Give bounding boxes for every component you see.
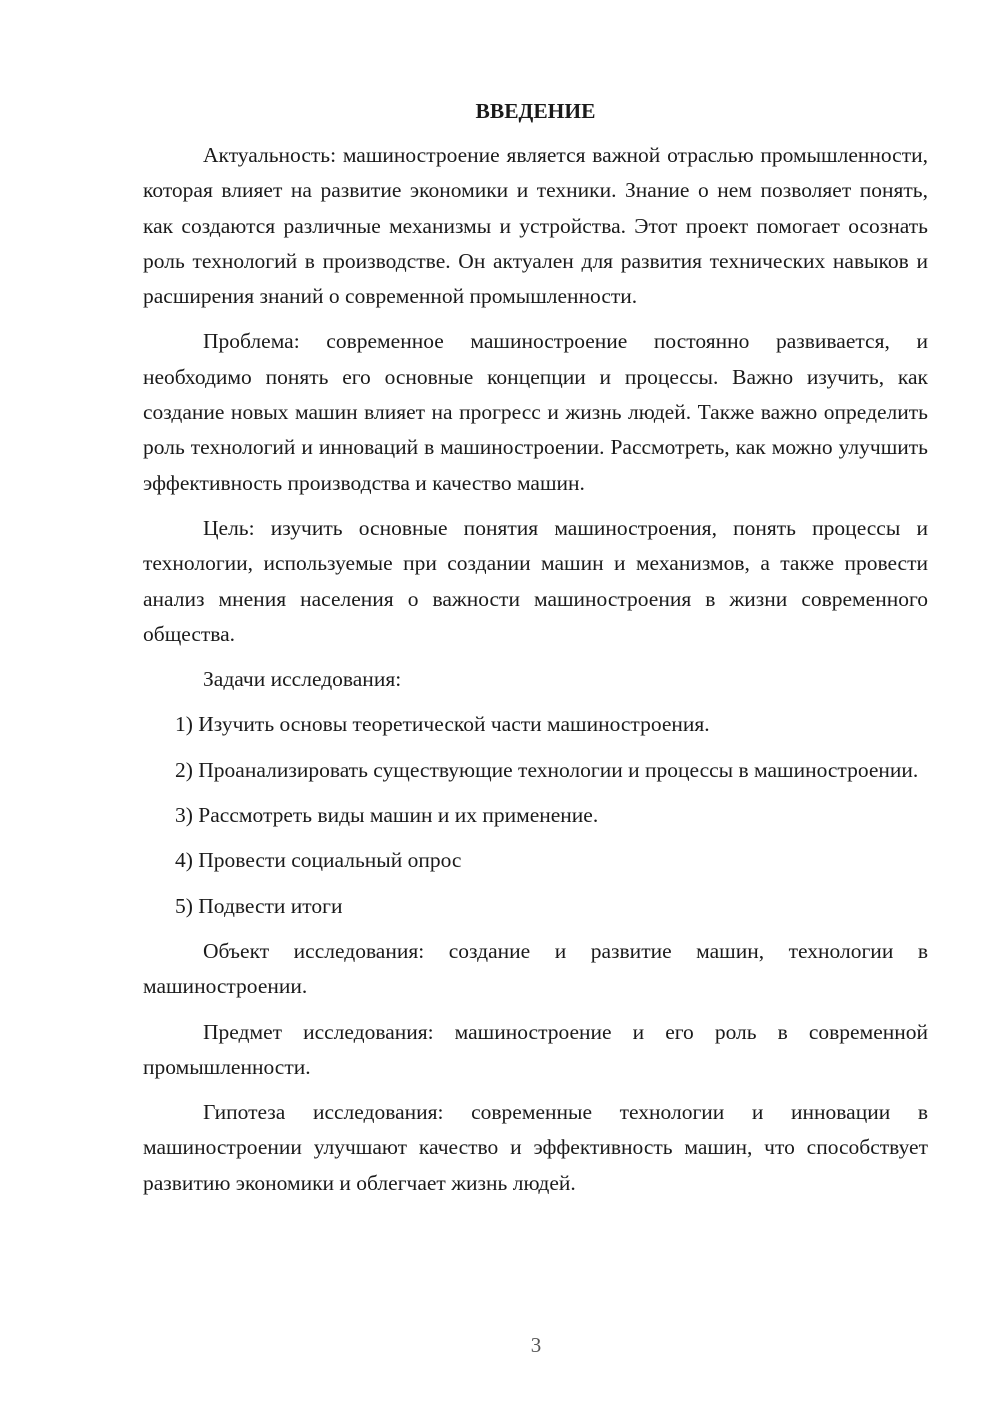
- relevance-paragraph: Актуальность: машиностроение является важной отраслью промышленности, которая влияет на развитие экономики и техники. Знание о нем позволяет понять, как создаются различные механизмы и устройства. Этот проект помогает осознать роль технологий в производстве. Он актуален для развития технических навыков и расширения знаний о современной промышленности.: [143, 143, 928, 309]
- problem-paragraph: Проблема: современное машиностроение постоянно развивается, и необходимо понять его основные концепции и процессы. Важно изучить, как создание новых машин влияет на прогресс и жизнь людей. Также важно определить роль технологий и инноваций в машиностроении. Рассмотреть, как можно улучшить эффективность производства и качество машин.: [143, 329, 928, 495]
- goal-paragraph: Цель: изучить основные понятия машиностроения, понять процессы и технологии, используемые при создании машин и механизмов, а также провести анализ мнения населения о важности машиностроения в жизни современного общества.: [143, 515, 928, 646]
- task-item-1: 1) Изучить основы теоретической части машиностроения.: [175, 712, 710, 737]
- task-item-2: 2) Проанализировать существующие технологии и процессы в машиностроении.: [175, 757, 919, 782]
- task-item-5: 5) Подвести итоги: [175, 893, 343, 918]
- section-title: ВВЕДЕНИЕ: [475, 99, 596, 123]
- task-item-3: 3) Рассмотреть виды машин и их применение.: [175, 803, 599, 828]
- subject-paragraph: Предмет исследования: машиностроение и его роль в современной промышленности.: [143, 1019, 928, 1079]
- tasks-heading: Задачи исследования:: [203, 667, 402, 692]
- object-paragraph: Объект исследования: создание и развитие машин, технологии в машиностроении.: [143, 938, 928, 999]
- task-item-4: 4) Провести социальный опрос: [175, 848, 462, 873]
- page-number: 3: [530, 1333, 542, 1357]
- hypothesis-paragraph: Гипотеза исследования: современные технологии и инновации в машиностроении улучшают качество и эффективность машин, что способствует развитию экономики и облегчает жизнь людей.: [143, 1100, 928, 1195]
- page-content: [143, 94, 928, 1211]
